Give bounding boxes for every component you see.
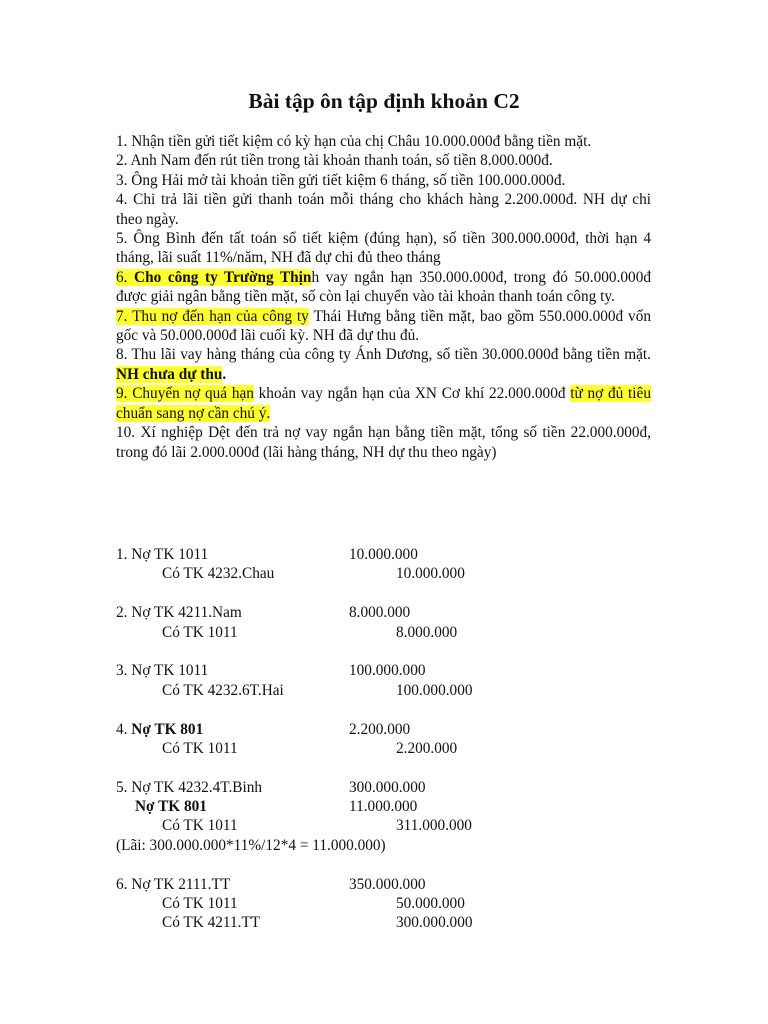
journal-entries (116, 545, 656, 952)
calculation-note: (Lãi: 300.000.000*11%/12*4 = 11.000.000) (116, 836, 386, 854)
credit-line (116, 564, 656, 583)
problem-list (116, 132, 651, 462)
highlighted-text: 7. Thu nợ đến hạn của công ty (116, 307, 309, 325)
amount: 11.000.000 (349, 798, 418, 816)
problem-item (116, 190, 651, 229)
problem-item (116, 423, 651, 462)
debit-line (116, 875, 656, 894)
debit-line (116, 720, 656, 739)
credit-line (116, 816, 656, 835)
debit-line (116, 661, 656, 680)
credit-line (116, 739, 656, 758)
highlighted-text: 9. Chuyển nợ quá hạn (116, 385, 254, 403)
debit-line (116, 797, 656, 816)
debit-line (116, 545, 656, 564)
account-label: 6. Nợ TK 2111.TT (116, 875, 231, 893)
account-label: 3. Nợ TK 1011 (116, 662, 209, 680)
journal-entry (116, 603, 656, 642)
problem-text: 4. Chi trả lãi tiền gửi thanh toán mỗi tháng cho khách hàng 2.200.000đ. NH dự chi theo ngày. (116, 191, 651, 228)
problem-item (116, 151, 651, 170)
account-label: 1. Nợ TK 1011 (116, 546, 209, 563)
amount: 50.000.000 (396, 895, 465, 913)
journal-entry (116, 661, 656, 700)
problem-text: 1. Nhận tiền gửi tiết kiệm có kỳ hạn của chị Châu 10.000.000đ bằng tiền mặt. (116, 133, 592, 150)
problem-item (116, 171, 651, 190)
problem-text: Thái Hưng bằng tiền mặt, bao gồm 550.000.000đ vốn gốc và 50.000.000đ lãi cuối kỳ. NH đã dự thu đủ. (116, 307, 651, 345)
journal-entry (116, 545, 656, 584)
account-label: Có TK 4211.TT (162, 914, 261, 932)
account-label: Có TK 4232.Chau (162, 565, 275, 583)
problem-text: 3. Ông Hải mở tài khoản tiền gửi tiết kiệm 6 tháng, số tiền 100.000.000đ. (116, 171, 566, 189)
problem-text: 8. Thu lãi vay hàng tháng của công ty Ánh Dương, số tiền 30.000.000đ bằng tiền mặt. (116, 346, 651, 364)
problem-item (116, 132, 651, 151)
problem-item (116, 384, 651, 423)
account-label: Có TK 1011 (162, 623, 238, 641)
account-label: 2. Nợ TK 4211.Nam (116, 604, 242, 622)
account-label: Có TK 1011 (162, 739, 238, 757)
account-label: Có TK 1011 (162, 895, 238, 913)
credit-line (116, 681, 656, 700)
amount: 100.000.000 (396, 681, 473, 699)
account-label: 5. Nợ TK 4232.4T.Binh (116, 778, 263, 796)
account-label-bold: Nợ TK 801 (135, 798, 207, 816)
account-label: Có TK 1011 (162, 817, 238, 835)
journal-entry (116, 720, 656, 759)
account-label (135, 797, 207, 816)
amount: 100.000.000 (349, 662, 426, 680)
amount: 2.200.000 (396, 739, 458, 757)
problem-item (116, 307, 651, 346)
problem-item (116, 229, 651, 268)
problem-text: h vay ngắn hạn 350.000.000đ, trong đó 50.000.000đ được giải ngân bằng tiền mặt, số còn lại chuyển vào tài khoản thanh toán công ty. (116, 268, 651, 306)
account-label-bold: Nợ TK 801 (131, 720, 204, 738)
journal-entry (116, 778, 656, 856)
amount: 300.000.000 (396, 914, 473, 932)
amount: 311.000.000 (396, 817, 472, 835)
account-label: Có TK 4232.6T.Hai (162, 681, 284, 699)
amount: 8.000.000 (396, 623, 458, 641)
problem-text: khoản vay ngắn hạn của XN Cơ khí 22.000.000đ (253, 385, 571, 403)
document-title: Bài tập ôn tập định khoản C2 (248, 89, 520, 113)
highlighted-text: NH chưa dự thu (116, 365, 223, 383)
amount: 10.000.000 (396, 565, 465, 583)
amount: 2.200.000 (349, 720, 411, 738)
highlighted-text: từ nợ đủ tiêu chuẩn sang nợ cần chú ý. (116, 385, 651, 422)
amount: 350.000.000 (349, 875, 426, 893)
problem-item (116, 345, 651, 384)
problem-text: 2. Anh Nam đến rút tiền trong tài khoản thanh toán, số tiền 8.000.000đ. (116, 152, 553, 170)
amount: 8.000.000 (349, 604, 411, 622)
credit-line (116, 623, 656, 642)
debit-line (116, 778, 656, 797)
problem-text: . (222, 365, 227, 383)
debit-line (116, 603, 656, 622)
highlighted-text: Cho công ty Trường Thịn (134, 268, 312, 286)
credit-line (116, 894, 656, 913)
problem-text: 5. Ông Bình đến tất toán sổ tiết kiệm (đúng hạn), số tiền 300.000.000đ, thời hạn 4 tháng, lãi suất 11%/năm, NH đã dự chi đủ theo tháng (116, 230, 651, 267)
problem-item (116, 268, 651, 307)
credit-line (116, 913, 656, 932)
account-label (116, 720, 203, 739)
highlighted-text: 6. (116, 268, 135, 286)
amount: 10.000.000 (349, 546, 418, 563)
journal-entry (116, 875, 656, 933)
amount: 300.000.000 (349, 778, 426, 796)
entry-number: 4. (116, 720, 132, 738)
problem-text: 10. Xí nghiệp Dệt đến trả nợ vay ngắn hạn bằng tiền mặt, tổng số tiền 22.000.000đ, trong đó lãi 2.000.000đ (lãi hàng tháng, NH dự thu theo ngày) (116, 424, 651, 461)
